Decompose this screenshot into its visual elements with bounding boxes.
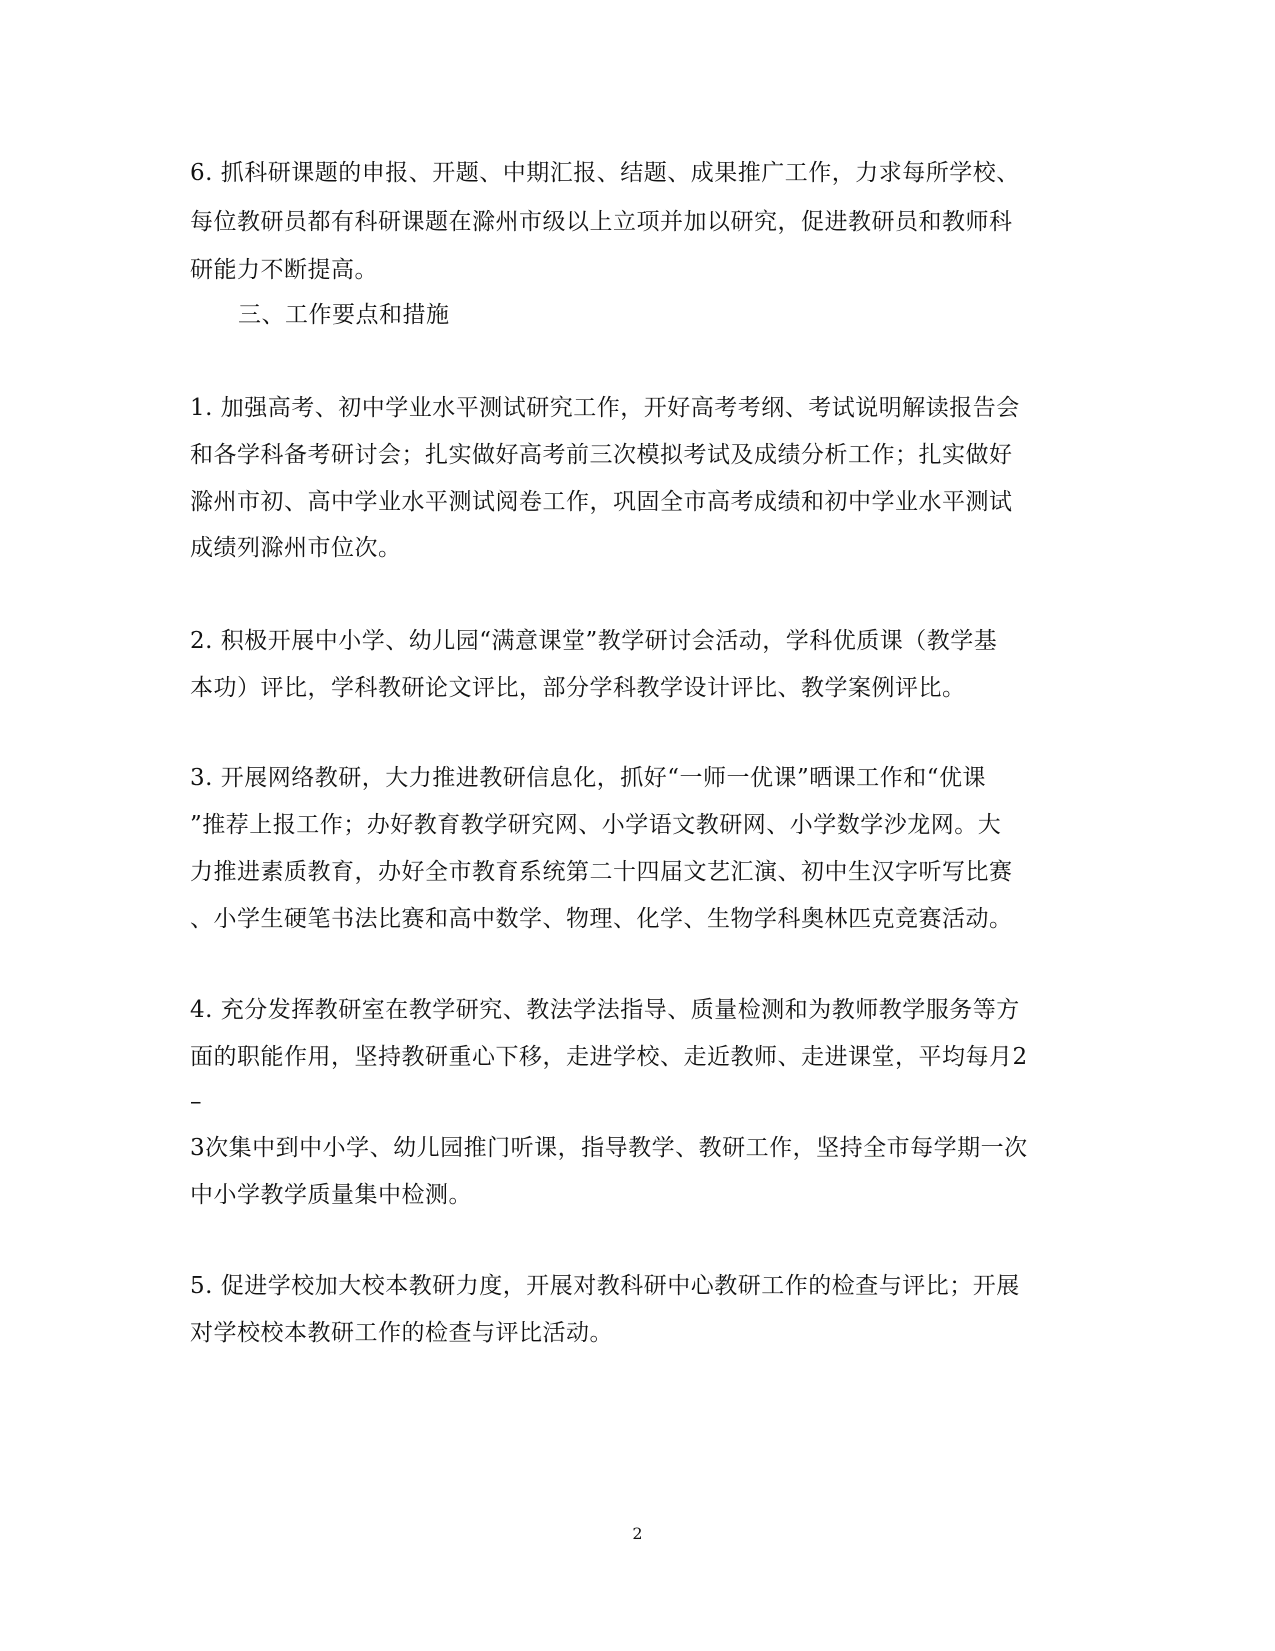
text-line: 力推进素质教育，办好全市教育系统第二十四届文艺汇演、初中生汉字听写比赛 [190,859,1013,885]
text-line: 成绩列滁州市位次。 [190,535,402,561]
text-line: 3. 开展网络教研，大力推进教研信息化，抓好“一师一优课”晒课工作和“优课 [190,765,987,791]
page-number: 2 [632,1524,643,1543]
text-line: 和各学科备考研讨会；扎实做好高考前三次模拟考试及成绩分析工作；扎实做好 [190,442,1013,468]
text-line: 滁州市初、高中学业水平测试阅卷工作，巩固全市高考成绩和初中学业水平测试 [190,489,1013,515]
text-line: 2. 积极开展中小学、幼儿园“满意课堂”教学研讨会活动，学科优质课（教学基 [190,628,998,654]
text-line: 4. 充分发挥教研室在教学研究、教法学法指导、质量检测和为教师教学服务等方 [190,997,1020,1023]
text-line: 、小学生硬笔书法比赛和高中数学、物理、化学、生物学科奥林匹克竞赛活动。 [190,906,1013,932]
text-line: 5. 促进学校加大校本教研力度，开展对教科研中心教研工作的检查与评比；开展 [190,1273,1020,1299]
text-line: 面的职能作用，坚持教研重心下移，走进学校、走近教师、走进课堂，平均每月2 [190,1044,1028,1070]
text-line: 对学校校本教研工作的检查与评比活动。 [190,1320,613,1346]
text-line: 每位教研员都有科研课题在滁州市级以上立项并加以研究，促进教研员和教师科 [190,209,1013,235]
text-line: 6. 抓科研课题的申报、开题、中期汇报、结题、成果推广工作，力求每所学校、 [190,160,1020,186]
text-line: 本功）评比，学科教研论文评比，部分学科教学设计评比、教学案例评比。 [190,675,966,701]
text-line: 1. 加强高考、初中学业水平测试研究工作，开好高考考纲、考试说明解读报告会 [190,395,1020,421]
text-line: ”推荐上报工作；办好教育教学研究网、小学语文教研网、小学数学沙龙网。大 [190,812,1002,838]
text-line: 研能力不断提高。 [190,257,378,283]
text-line: 中小学教学质量集中检测。 [190,1182,472,1208]
section-heading: 三、工作要点和措施 [238,302,450,328]
text-line: – [190,1089,202,1115]
text-line: 3次集中到中小学、幼儿园推门听课，指导教学、教研工作，坚持全市每学期一次 [190,1135,1028,1161]
